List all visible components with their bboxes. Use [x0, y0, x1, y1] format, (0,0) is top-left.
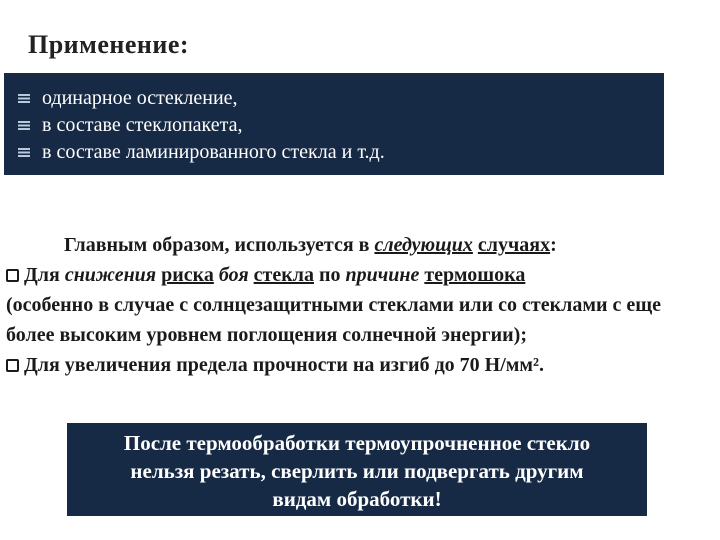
use-item-1-underline: термошока: [424, 264, 526, 286]
use-item-1: [6, 260, 712, 350]
bullet-icon: [18, 121, 30, 130]
intro-emphasis-1: следующих: [374, 234, 473, 256]
application-item-text: в составе ламинированного стекла и т.д.: [42, 141, 385, 163]
use-item-1-text: по: [313, 264, 346, 286]
bullet-icon: [18, 94, 30, 103]
use-item-1-text: Для: [24, 264, 65, 286]
application-item: [18, 85, 664, 112]
use-item-1-emphasis: боя: [218, 264, 249, 286]
warning-line: После термообработки термоупрочненное стекло: [123, 431, 591, 455]
bullet-icon: [18, 148, 30, 157]
slide-title: Применение:: [28, 30, 190, 59]
application-item-text: в составе стеклопакета,: [42, 114, 243, 136]
checkbox-square-icon: [6, 359, 19, 372]
warning-line: видам обработки!: [272, 487, 442, 511]
intro-colon: :: [550, 234, 557, 256]
use-item-2-text: Для увеличения предела прочности на изгиб до 70 Н/мм².: [24, 354, 545, 376]
use-item-1-underline: риска: [161, 264, 214, 286]
use-item-1-emphasis: причине: [345, 264, 420, 286]
intro-text: Главным образом, используется в: [64, 234, 375, 256]
use-item-1-emphasis: снижения: [64, 264, 157, 286]
use-item-1-text: (особенно в случае с солнцезащитными стеклами или со стеклами с еще более высоким уровнем поглощения солнечной энергии);: [6, 294, 662, 346]
application-item: [18, 139, 664, 166]
main-uses-intro: [6, 230, 712, 260]
use-item-1-underline: стекла: [253, 264, 314, 286]
checkbox-square-icon: [6, 269, 19, 282]
warning-box: [67, 423, 647, 516]
use-item-2: [6, 350, 712, 380]
application-item-text: одинарное остекление,: [42, 87, 238, 109]
application-item: [18, 112, 664, 139]
intro-emphasis-2: случаях: [477, 234, 551, 256]
applications-box: [4, 73, 664, 175]
main-uses-section: [6, 230, 712, 380]
warning-line: нельзя резать, сверлить или подвергать другим: [130, 459, 584, 483]
